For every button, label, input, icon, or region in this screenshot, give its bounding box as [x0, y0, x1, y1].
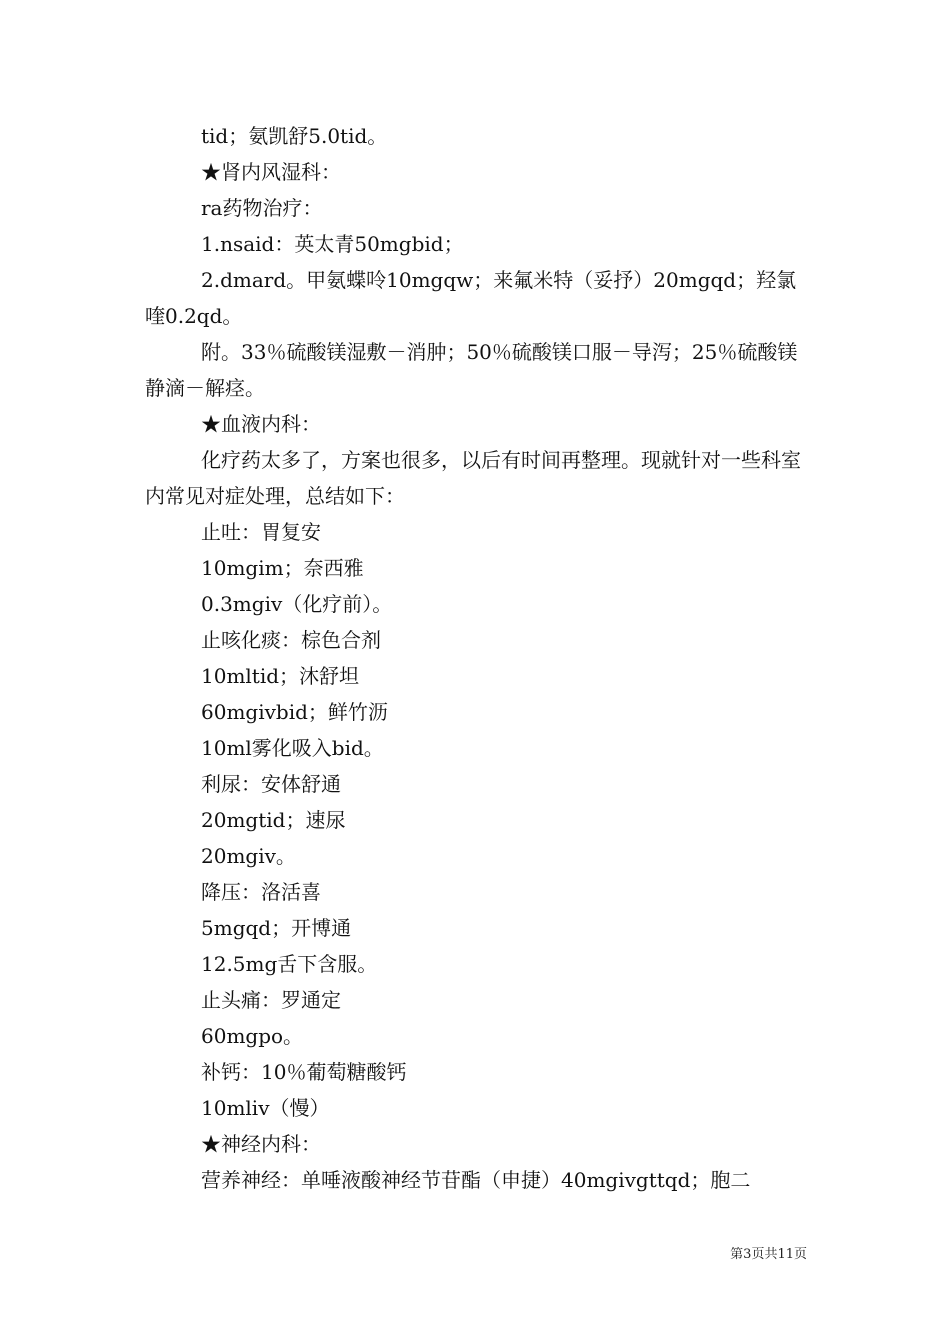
paragraph: 10mliv（慢）	[201, 1096, 330, 1120]
paragraph: 2.dmard。甲氨蝶呤10mgqw；来氟米特（妥抒）20mgqd；羟氯喹0.2qd。	[145, 268, 797, 328]
paragraph: 60mgivbid；鲜竹沥	[201, 700, 388, 724]
paragraph: 止头痛：罗通定	[201, 988, 341, 1012]
section-heading: ★肾内风湿科：	[201, 160, 341, 184]
paragraph: 附。33％硫酸镁湿敷－消肿；50％硫酸镁口服－导泻；25％硫酸镁静滴－解痉。	[145, 340, 798, 400]
paragraph: tid；氨凯舒5.0tid。	[201, 124, 388, 148]
paragraph: 20mgiv。	[201, 844, 296, 868]
paragraph: 12.5mg舌下含服。	[201, 952, 378, 976]
section-heading: ★神经内科：	[201, 1132, 321, 1156]
paragraph: 10mltid；沐舒坦	[201, 664, 360, 688]
paragraph: 10mgim；奈西雅	[201, 556, 364, 580]
paragraph: 止吐：胃复安	[201, 520, 321, 544]
paragraph: 20mgtid；速尿	[201, 808, 346, 832]
paragraph: 0.3mgiv（化疗前）。	[201, 592, 393, 616]
paragraph: 10ml雾化吸入bid。	[201, 736, 384, 760]
paragraph: 化疗药太多了，方案也很多，以后有时间再整理。现就针对一些科室内常见对症处理，总结如下：	[145, 448, 801, 508]
paragraph: 1.nsaid：英太青50mgbid；	[201, 232, 464, 256]
paragraph: ra药物治疗：	[201, 196, 323, 220]
paragraph: 营养神经：单唾液酸神经节苷酯（申捷）40mgivgttqd；胞二	[201, 1168, 751, 1192]
paragraph: 利尿：安体舒通	[201, 772, 341, 796]
page-number-footer: 第3页共11页	[730, 1247, 807, 1262]
paragraph: 降压：洛活喜	[201, 880, 321, 904]
document-body	[145, 118, 807, 1198]
paragraph: 补钙：10％葡萄糖酸钙	[201, 1060, 407, 1084]
paragraph: 5mgqd；开博通	[201, 916, 352, 940]
paragraph: 止咳化痰：棕色合剂	[201, 628, 381, 652]
section-heading: ★血液内科：	[201, 412, 321, 436]
paragraph: 60mgpo。	[201, 1024, 304, 1048]
